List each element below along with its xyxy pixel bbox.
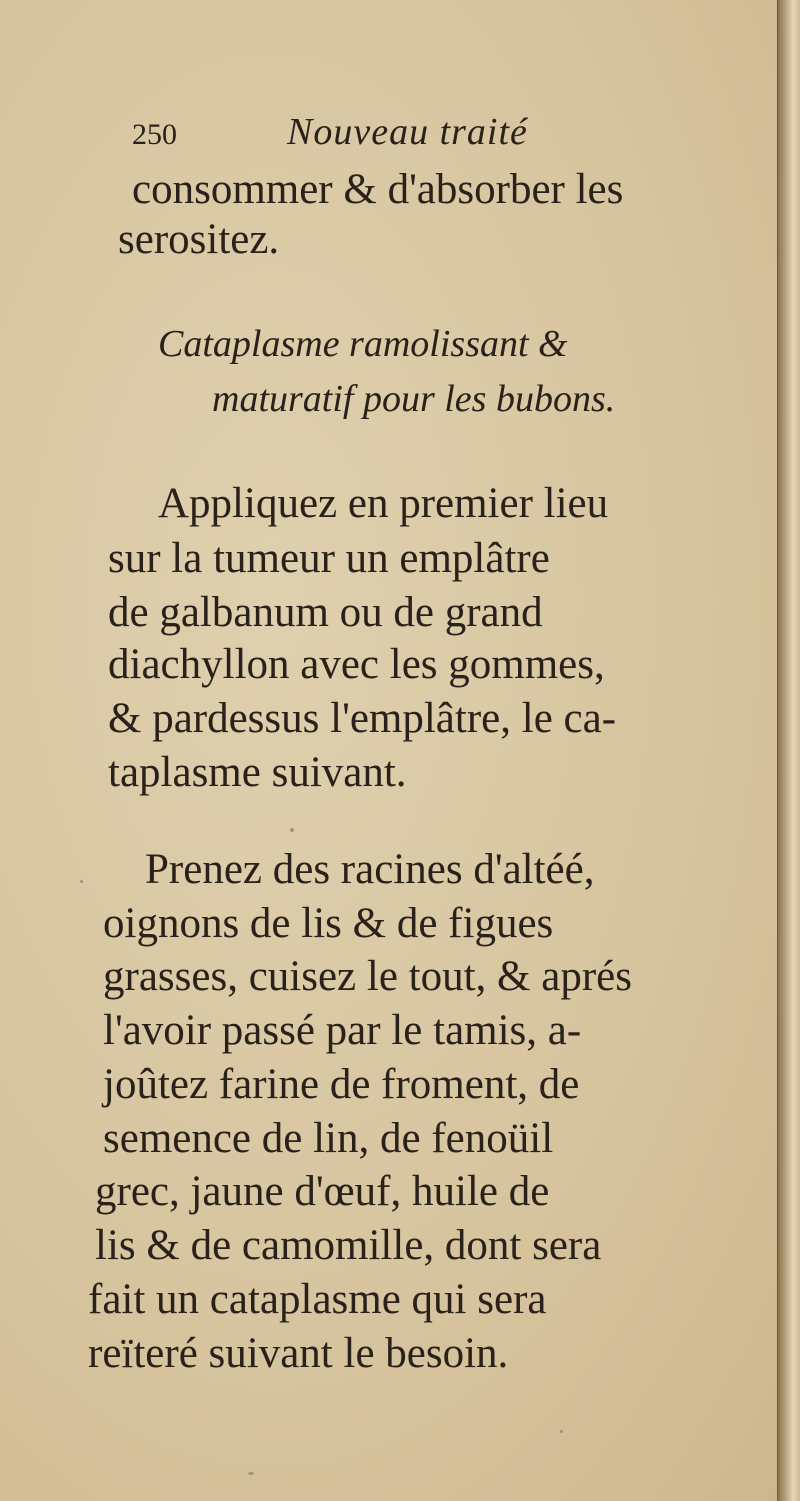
paragraph-line: Appliquez en premier lieu <box>158 480 609 527</box>
book-gutter-edge <box>777 0 800 1501</box>
section-heading-line: maturatif pour les bubons. <box>212 378 616 420</box>
paragraph-line: diachyllon avec les gommes, <box>108 641 605 688</box>
paragraph-line: grasses, cuisez le tout, & aprés <box>103 953 632 1000</box>
paragraph-line: l'avoir passé par le tamis, a- <box>103 1007 582 1054</box>
paragraph-line: reïteré suivant le besoin. <box>88 1330 509 1377</box>
paper-speck <box>80 880 83 883</box>
paper-speck <box>290 828 294 832</box>
paragraph-line: sur la tumeur un emplâtre <box>108 535 550 582</box>
paragraph-line: lis & de camomille, dont sera <box>95 1222 602 1269</box>
paper-speck <box>560 1430 563 1433</box>
paragraph-line: grec, jaune d'œuf, huile de <box>95 1168 550 1215</box>
paragraph-line: de galbanum ou de grand <box>108 589 543 636</box>
page-number: 250 <box>132 118 177 151</box>
paragraph-line: oignons de lis & de figues <box>103 900 554 947</box>
intro-line: serositez. <box>118 216 280 263</box>
paragraph-line: & pardessus l'emplâtre, le ca- <box>108 695 617 742</box>
paragraph-line: fait un cataplasme qui sera <box>88 1276 547 1323</box>
paragraph-line: semence de lin, de fenoüil <box>103 1115 554 1162</box>
running-header <box>132 110 612 160</box>
section-heading-line: Cataplasme ramolissant & <box>158 323 568 365</box>
running-title: Nouveau traité <box>287 111 528 153</box>
paragraph-line: Prenez des racines d'altéé, <box>145 846 595 893</box>
paragraph-line: taplasme suivant. <box>108 749 407 796</box>
intro-line: consommer & d'absorber les <box>132 166 624 213</box>
paragraph-line: joûtez farine de froment, de <box>103 1061 580 1108</box>
paper-speck <box>248 1472 254 1475</box>
